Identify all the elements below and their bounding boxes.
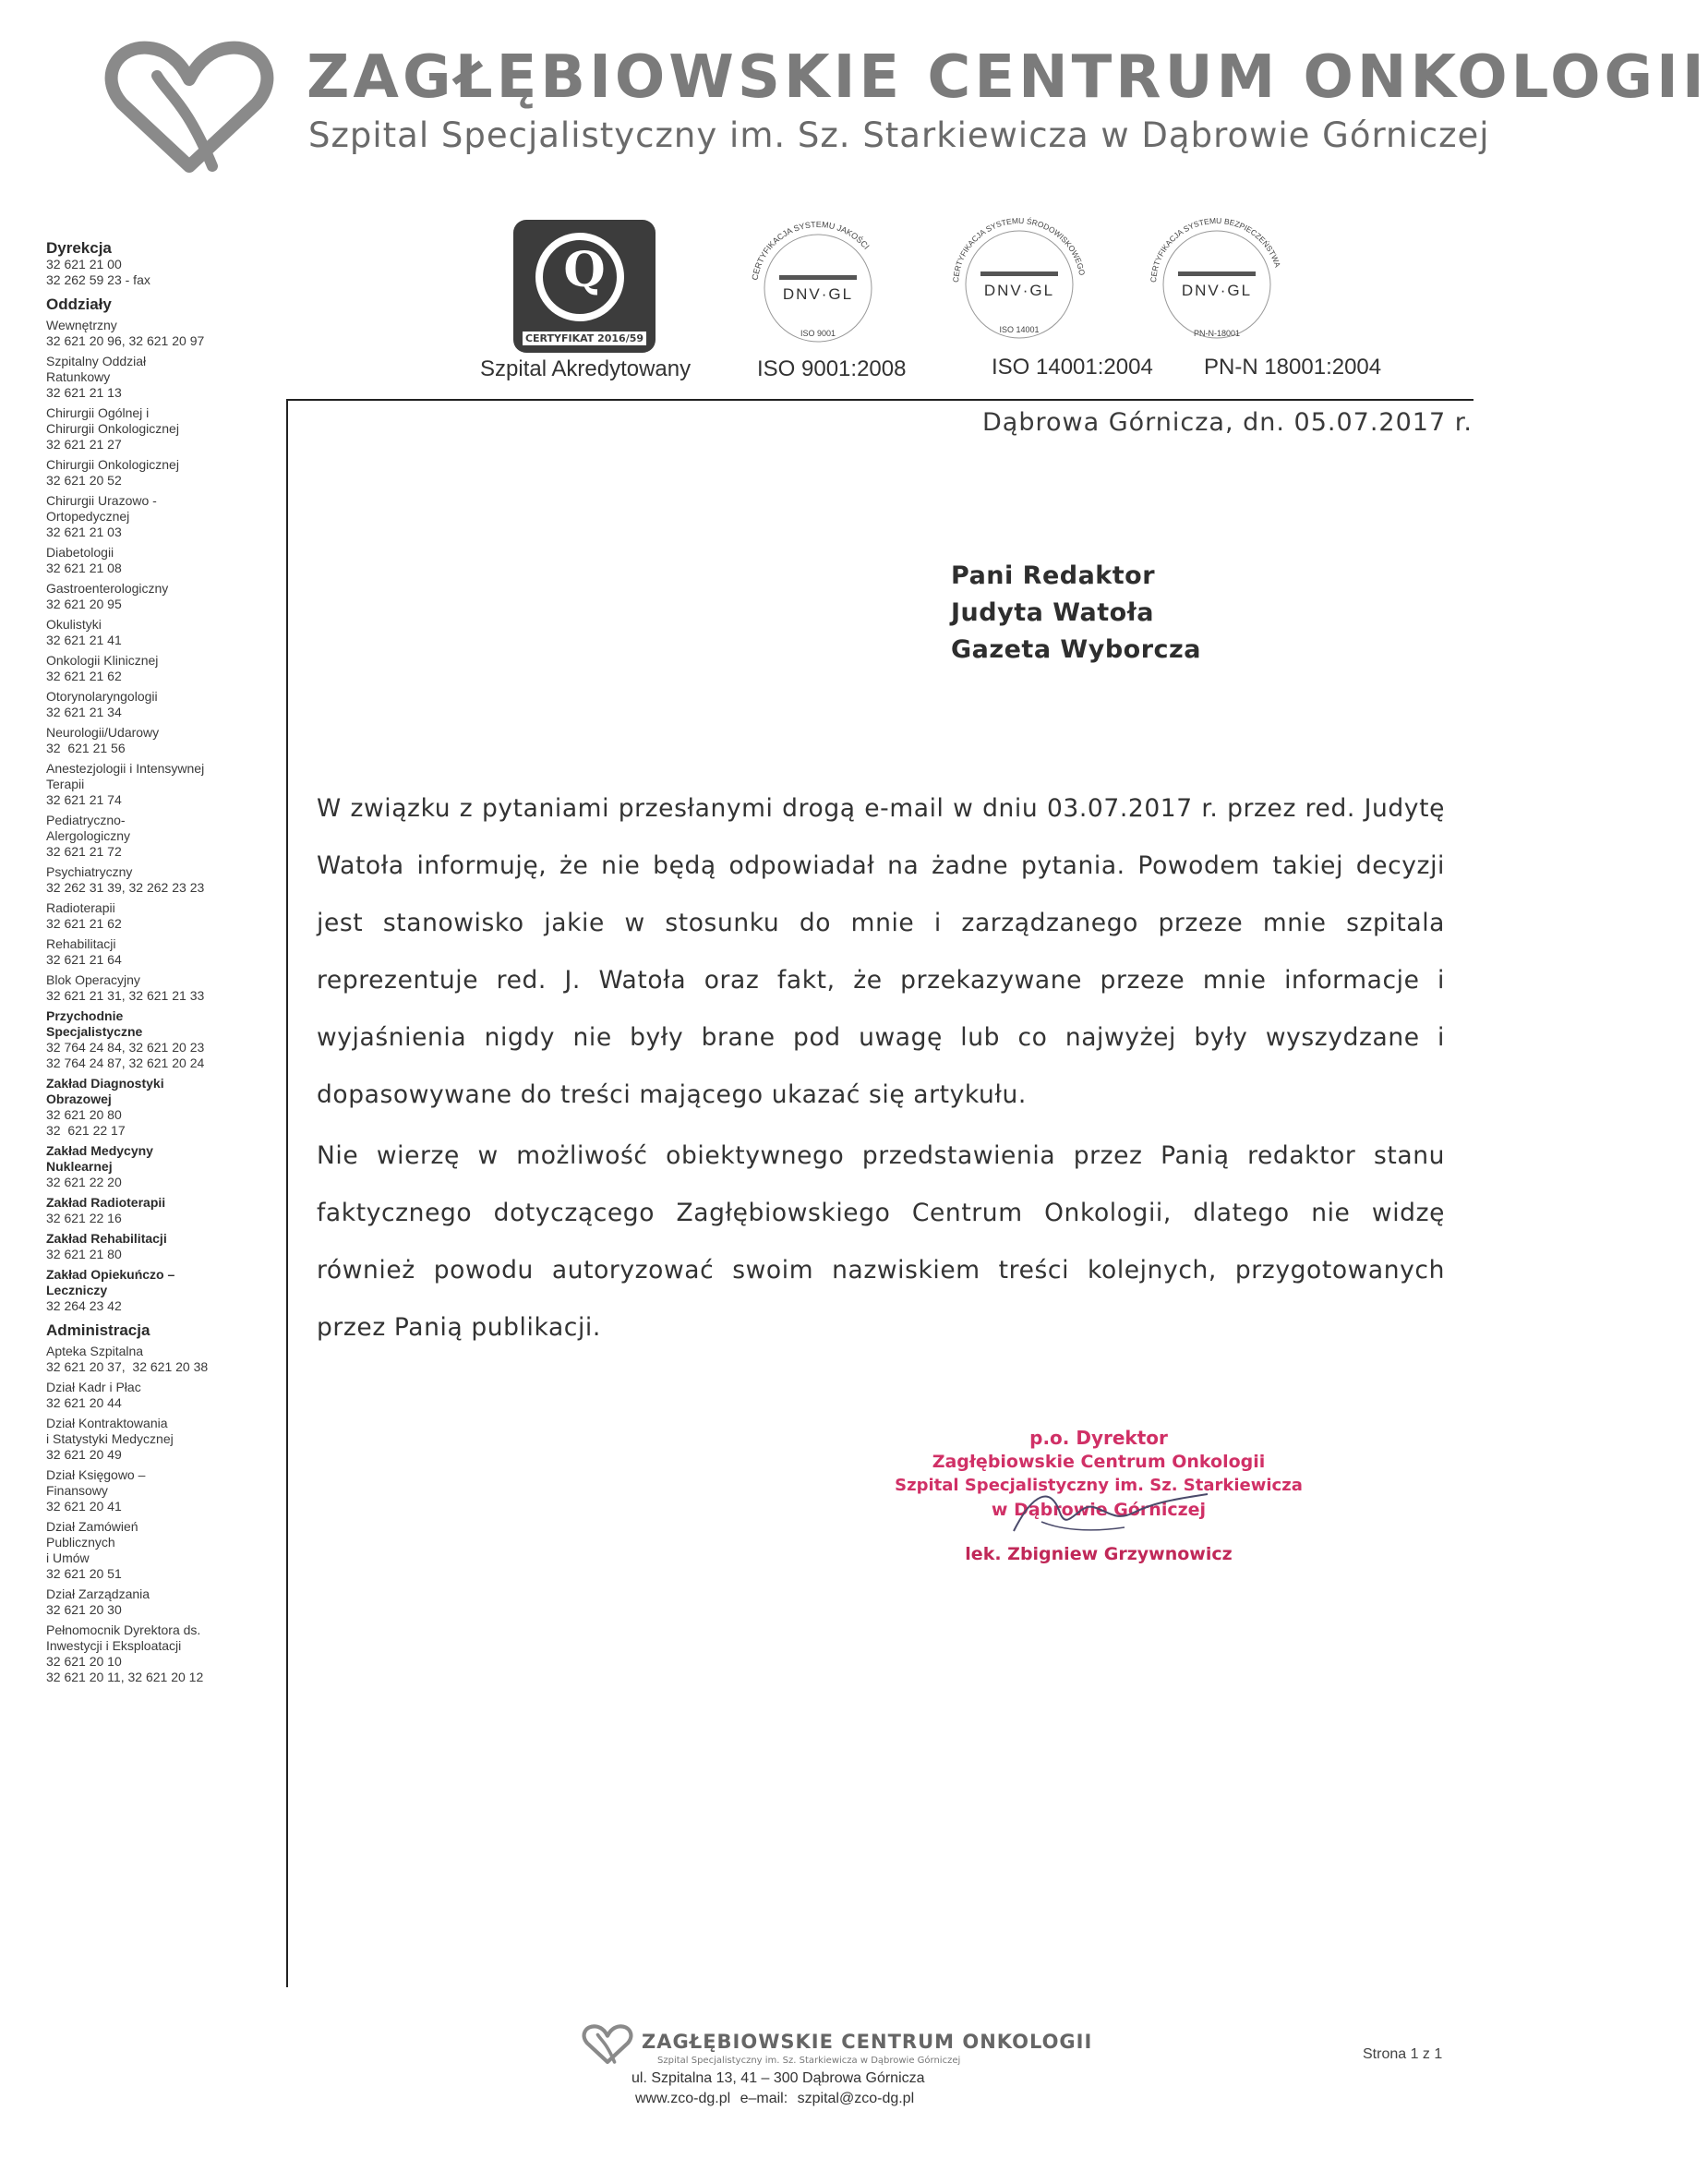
sidebar-phone: 32 262 59 23 - fax: [46, 272, 150, 287]
sidebar-item-phone: 32 621 22 20: [46, 1175, 122, 1189]
sidebar-item-name: Psychiatryczny: [46, 864, 133, 879]
sidebar-item-phone: 32 621 21 34: [46, 705, 122, 719]
dnv-gl-seal-icon: [945, 211, 1093, 340]
sidebar-item-name: Przychodnie Specjalistyczne: [46, 1008, 143, 1039]
recipient-line: Judyta Watoła: [951, 598, 1154, 627]
seal-code: PN-N-18001: [1193, 329, 1241, 338]
stamp-line: w Dąbrowie Górniczej: [991, 1500, 1207, 1520]
frame-left-rule: [286, 399, 288, 1987]
sidebar-item-phone: 32 621 20 95: [46, 597, 122, 611]
sidebar-item-phone: 32 621 20 80 32 621 22 17: [46, 1107, 126, 1138]
hospital-subtitle: Szpital Specjalistyczny im. Sz. Starkiewicza w Dąbrowie Górniczej: [308, 115, 1490, 155]
stamp-line: p.o. Dyrektor: [1029, 1427, 1168, 1449]
sidebar-item-phone: 32 621 21 27: [46, 437, 122, 452]
sidebar-item-phone: 32 621 20 10 32 621 20 11, 32 621 20 12: [46, 1654, 204, 1684]
svg-text:CERTYFIKACJA SYSTEMU JAKOŚCI: [751, 220, 872, 281]
sidebar-item-name: Dział Księgowo – Finansowy: [46, 1467, 146, 1498]
sidebar-item-name: Dział Kontraktowania i Statystyki Medycznej: [46, 1416, 174, 1446]
sidebar-item-name: Gastroenterologiczny: [46, 581, 169, 596]
administration-list: [46, 1344, 257, 1685]
sidebar-item-name: Zakład Radioterapii: [46, 1195, 166, 1210]
sidebar-item-phone: 32 262 31 39, 32 262 23 23: [46, 880, 205, 895]
handwritten-signature: [1004, 1476, 1217, 1550]
sidebar-item-phone: 32 621 20 51: [46, 1566, 122, 1581]
sidebar-item-name: Dział Zarządzania: [46, 1586, 150, 1601]
sidebar-item-name: Zakład Opiekuńczo – Leczniczy: [46, 1267, 175, 1297]
sidebar-item-name: Wewnętrzny: [46, 318, 117, 332]
heart-logo-icon: [103, 39, 275, 177]
sidebar-item-name: Okulistyki: [46, 617, 102, 632]
cert-caption-iso14001: ISO 14001:2004: [992, 355, 1153, 380]
sidebar-section-title: Dyrekcja: [46, 239, 112, 257]
seal-ring-text: CERTYFIKACJA SYSTEMU JAKOŚCI: [750, 219, 872, 282]
sidebar-item-name: Chirurgii Urazowo - Ortopedycznej: [46, 493, 157, 524]
sidebar-item-phone: 32 621 21 64: [46, 952, 122, 967]
sidebar-item-name: Radioterapii: [46, 900, 115, 915]
sidebar-item-phone: 32 621 20 30: [46, 1602, 122, 1617]
sidebar-item-phone: 32 621 21 08: [46, 561, 122, 575]
seal-brand: DNV·GL: [782, 285, 854, 303]
recipient-block: [951, 558, 1201, 669]
badge-label: CERTYFIKAT 2016/59: [523, 332, 646, 345]
sidebar-item-phone: 32 621 21 62: [46, 669, 122, 683]
sidebar-item-phone: 32 621 20 96, 32 621 20 97: [46, 333, 205, 348]
sidebar-item-phone: 32 621 20 49: [46, 1447, 122, 1462]
heart-logo-icon: [582, 2022, 633, 2067]
sidebar-item-name: Neurologii/Udarowy: [46, 725, 160, 740]
stamp-line: Zagłębiowskie Centrum Onkologii: [932, 1452, 1266, 1472]
sidebar-item-phone: 32 621 21 74: [46, 792, 122, 807]
sidebar-item-name: Zakład Rehabilitacji: [46, 1231, 167, 1246]
footer-hospital-name: ZAGŁĘBIOWSKIE CENTRUM ONKOLOGII: [642, 2031, 1093, 2053]
accredited-caption: Szpital Akredytowany: [480, 356, 692, 381]
stamp-signatory: lek. Zbigniew Grzywnowicz: [965, 1544, 1233, 1564]
sidebar-item-phone: 32 621 21 56: [46, 741, 126, 755]
badge-letter: Q: [563, 242, 606, 298]
letter-date: Dąbrowa Górnicza, dn. 05.07.2017 r.: [982, 408, 1473, 437]
sidebar-item-phone: 32 621 21 03: [46, 525, 122, 539]
sidebar-item-name: Blok Operacyjny: [46, 972, 140, 987]
sidebar-item-phone: 32 621 20 52: [46, 473, 122, 488]
sidebar-item-phone: 32 621 21 41: [46, 633, 122, 647]
sidebar-item-name: Zakład Medycyny Nuklearnej: [46, 1143, 153, 1174]
sidebar-item-phone: 32 621 21 80: [46, 1247, 122, 1261]
frame-top-rule: [286, 399, 1473, 401]
sidebar-item-phone: 32 621 20 41: [46, 1499, 122, 1514]
sidebar-item-phone: 32 264 23 42: [46, 1298, 122, 1313]
sidebar-section-title: Administracja: [46, 1321, 150, 1339]
footer-address: ul. Szpitalna 13, 41 – 300 Dąbrowa Górnicza: [631, 2070, 925, 2086]
sidebar-item-name: Dział Kadr i Płac: [46, 1380, 141, 1394]
body-paragraph: Nie wierzę w możliwość obiektywnego przedstawienia przez Panią redaktor stanu faktycznego dotyczącego Zagłębiowskiego Centrum Onkologii, dlatego nie widzę również powodu autoryzować swoim nazwiskiem treści kolejnych, przygotowanych przez Panią publikacji.: [317, 1141, 1445, 1342]
sidebar-item-name: Onkologii Klinicznej: [46, 653, 159, 668]
cert-caption-pn18001: PN-N 18001:2004: [1204, 355, 1382, 380]
sidebar-item-name: Diabetologii: [46, 545, 114, 560]
sidebar-item-phone: 32 621 20 44: [46, 1395, 122, 1410]
dnv-gl-seal-icon: [744, 214, 892, 344]
seal-brand: DNV·GL: [1181, 282, 1253, 299]
sidebar-item-phone: 32 621 21 62: [46, 916, 122, 931]
footer-hospital-subtitle: Szpital Specjalistyczny im. Sz. Starkiewicza w Dąbrowie Górniczej: [657, 2056, 961, 2066]
sidebar-item-name: Chirurgii Onkologicznej: [46, 457, 179, 472]
sidebar-item-phone: 32 621 21 31, 32 621 21 33: [46, 988, 205, 1003]
letter-body: [317, 780, 1445, 1357]
body-paragraph: W związku z pytaniami przesłanymi drogą e-mail w dniu 03.07.2017 r. przez red. Judytę Watoła informuję, że nie będą odpowiadał na żadne pytania. Powodem takiej decyzji jest stanowisko jakie w stosunku do mnie i zarządzanego przeze mnie szpitala reprezentuje red. J. Watoła oraz fakt, że przekazywane przeze mnie informacje i wyjaśnienia nigdy nie były brane pod uwagę lub co najwyżej były wyszydzane i dopasowywane do treści mającego ukazać się artykułu.: [317, 794, 1445, 1109]
contact-sidebar: [46, 235, 257, 1685]
sidebar-item-phone: 32 764 24 84, 32 621 20 23 32 764 24 87, 32 621 20 24: [46, 1040, 205, 1070]
sidebar-item-phone: 32 621 20 37, 32 621 20 38: [46, 1359, 209, 1374]
recipient-line: Pani Redaktor: [951, 561, 1156, 590]
sidebar-item-name: Otorynolaryngologii: [46, 689, 158, 704]
sidebar-item-phone: 32 621 21 13: [46, 385, 122, 400]
seal-ring-text: CERTYFIKACJA SYSTEMU ŚRODOWISKOWEGO: [950, 215, 1088, 283]
sidebar-item-name: Chirurgii Ogólnej i Chirurgii Onkologicznej: [46, 405, 179, 436]
seal-code: ISO 9001: [800, 329, 836, 338]
sidebar-item-phone: 32 621 21 72: [46, 844, 122, 859]
footer-contact: www.zco-dg.pl e–mail: szpital@zco-dg.pl: [635, 2091, 915, 2106]
dnv-gl-seal-icon: [1143, 211, 1291, 340]
sidebar-item-name: Zakład Diagnostyki Obrazowej: [46, 1076, 164, 1106]
departments-list: [46, 318, 257, 1004]
sidebar-item-name: Pediatryczno- Alergologiczny: [46, 813, 131, 843]
sidebar-section-title: Oddziały: [46, 296, 112, 313]
hospital-name: ZAGŁĘBIOWSKIE CENTRUM ONKOLOGII: [307, 43, 1708, 112]
sidebar-item-name: Anestezjologii i Intensywnej Terapii: [46, 761, 205, 791]
sidebar-item-name: Pełnomocnik Dyrektora ds. Inwestycji i Eksploatacji: [46, 1622, 201, 1653]
recipient-line: Gazeta Wyborcza: [951, 635, 1201, 664]
sidebar-item-name: Rehabilitacji: [46, 936, 116, 951]
units-list: [46, 1008, 257, 1314]
stamp-line: Szpital Specjalistyczny im. Sz. Starkiewicza: [895, 1476, 1303, 1495]
seal-brand: DNV·GL: [983, 282, 1055, 299]
sidebar-item-name: Apteka Szpitalna: [46, 1344, 144, 1358]
seal-code: ISO 14001: [999, 325, 1040, 334]
sidebar-item-phone: 32 621 22 16: [46, 1211, 122, 1225]
cert-caption-iso9001: ISO 9001:2008: [757, 356, 907, 381]
seal-ring-text: CERTYFIKACJA SYSTEMU BEZPIECZEŃSTWA: [1148, 215, 1283, 283]
page-number: Strona 1 z 1: [1363, 2046, 1443, 2062]
sidebar-phone: 32 621 21 00: [46, 257, 122, 271]
sidebar-item-name: Dział Zamówień Publicznych i Umów: [46, 1519, 138, 1565]
sidebar-item-name: Szpitalny Oddział Ratunkowy: [46, 354, 147, 384]
quality-q-badge-icon: [513, 220, 656, 353]
